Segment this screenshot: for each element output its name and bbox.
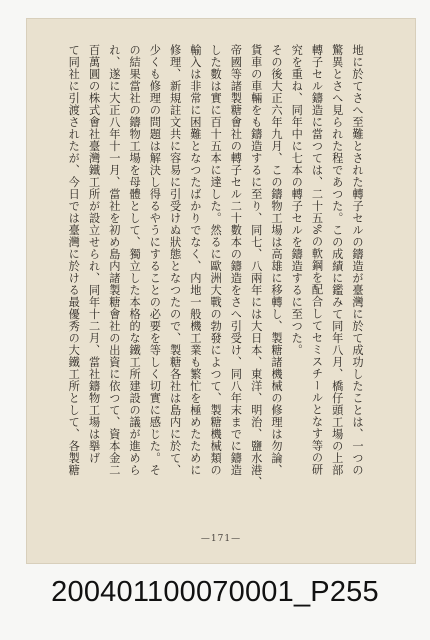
text-column: れ、遂に大正八年十一月、當社を初め島内諸製糖會社の出資に依つて、資本金二 <box>107 44 121 476</box>
text-column: の結果當社の鑄物工場を母體として、獨立した本格的な鐵工所建設の議が進めら <box>128 44 142 476</box>
text-column: 地に於てさへ至難とされた轉子セルの鑄造が臺灣に於て成功したことは、一つの <box>351 44 364 476</box>
text-column: 輸入は非常に困難となつたばかりでなく、内地一般機工業も繁忙を極めたために <box>188 44 202 476</box>
text-column: 修理、新規註文共に容易に引受けぬ狀態となつたので、製糖各社は島内に於て、 <box>168 44 182 476</box>
text-column: て同社に引渡されたが、今日では臺灣に於ける最優秀の大鐵工所として、各製糖 <box>67 44 81 476</box>
text-column: 帝國等諸製糖會社の轉子セル二十數本の鑄造をさへ引受け、同八年末までに鑄造 <box>229 44 243 476</box>
book-page <box>26 18 416 564</box>
vertical-text-block <box>66 44 366 514</box>
text-column: 貨車の車輛をも鑄造するに至り、同七、八兩年には大日本、東洋、明治、鹽水港、 <box>249 44 263 488</box>
text-column: 究を重ね、同年中に七本の轉子セルを鑄造するに至つた。 <box>290 44 304 356</box>
text-column: 少くも修理の問題は解決し得るやうにすることの必要を等しく切實に感じた。そ <box>148 44 162 476</box>
text-column: 驚異とさへ見られた程であつた。この成績に鑑みて同年八月、橋仔頭工場の上部 <box>330 44 344 476</box>
text-column: その後大正六年九月、この鑄物工場は高雄に移轉し、製糖諸機械の修理は勿論、 <box>269 44 283 476</box>
page-number: —171— <box>200 534 242 544</box>
text-column: 轉子セル鑄造に當つては、二十五%の軟鋼を配合してセミスチールとなす等の研 <box>310 44 324 476</box>
image-caption: 200401100070001_P255 <box>51 576 379 608</box>
text-column: 百萬圓の株式會社臺灣鐵工所が設立せられ、同年十二月、當社鑄物工場は擧げ <box>87 44 101 464</box>
text-column: した數は實に百十五本に達した。然るに歐洲大戰の勃發によつて、製糖機械類の <box>209 44 223 476</box>
